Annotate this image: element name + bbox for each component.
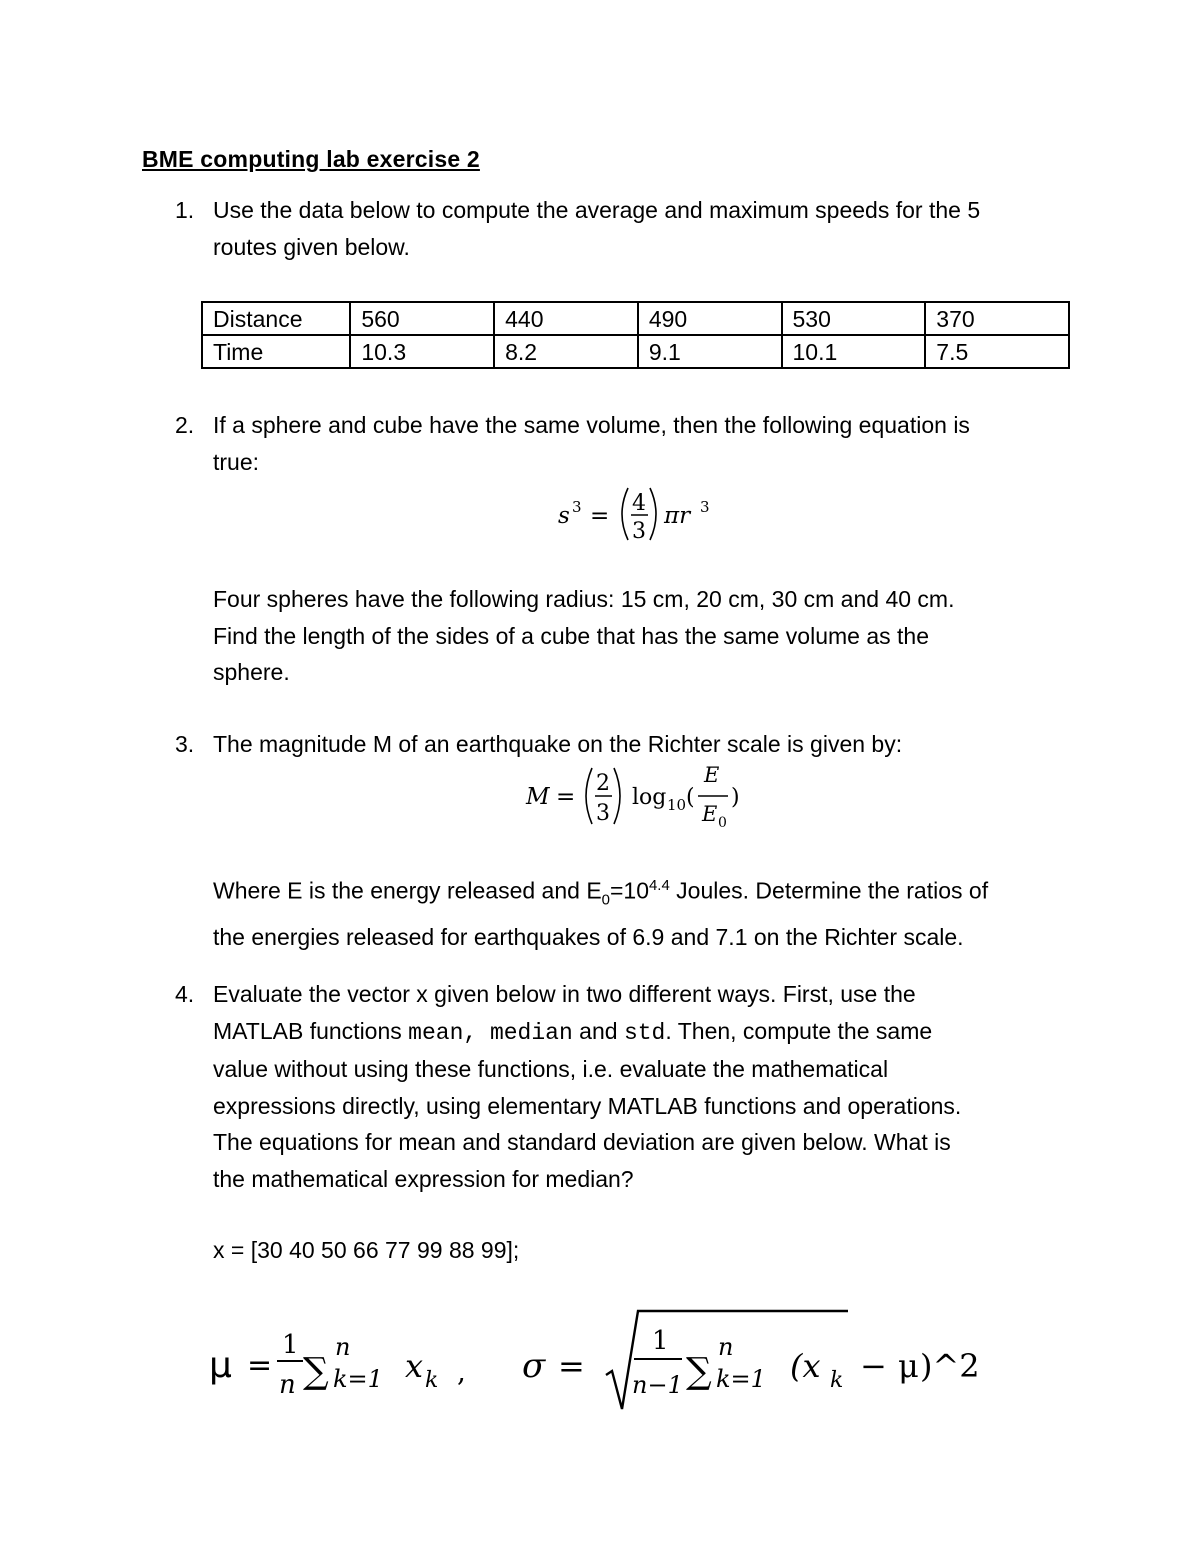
document-title: BME computing lab exercise 2 (142, 146, 480, 172)
std-equation (518, 1305, 998, 1415)
eq-s: s (558, 503, 570, 529)
right-paren (614, 768, 620, 824)
question-4-line-6: the mathematical expression for median? (213, 1165, 634, 1192)
eq-one: 1 (282, 1330, 299, 1360)
eq-sigma: ∑ (303, 1351, 329, 1392)
eq-mu: μ (898, 1347, 919, 1385)
eq-upper: n (335, 1333, 351, 1361)
table-row-time (202, 335, 1069, 368)
eq-sum: ∑ (686, 1351, 712, 1392)
eq-close-paren: ) (731, 785, 740, 810)
vector-definition: x = [30 40 50 66 77 99 88 99]; (213, 1237, 520, 1263)
table-cell: 7.5 (925, 335, 1069, 368)
eq-numerator: 2 (596, 771, 610, 796)
eq-upper: n (718, 1333, 734, 1361)
code-median: median (489, 1019, 573, 1046)
eq-r-exponent: 3 (700, 498, 710, 516)
richter-equation (520, 760, 760, 832)
eq-lower: k=1 (716, 1365, 766, 1393)
eq-E0: E (702, 802, 718, 826)
table-cell-label: Time (202, 335, 350, 368)
question-4 (175, 976, 1075, 1197)
question-4-line-5: The equations for mean and standard deviation are given below. What is (213, 1129, 951, 1155)
table-cell: 530 (782, 302, 926, 335)
eq-pi-r: πr (664, 503, 691, 529)
question-1-line-1: Use the data below to compute the average and maximum speeds for the 5 (213, 197, 981, 223)
left-paren (622, 488, 628, 540)
eq-s-exponent: 3 (572, 498, 582, 516)
question-2-para-line-2: Find the length of the sides of a cube that has the same volume as the (213, 622, 929, 649)
eq-n: n (279, 1370, 296, 1400)
eq-open-paren: ( (686, 785, 695, 810)
left-paren (586, 768, 592, 824)
question-3-line-1: The magnitude M of an earthquake on the Richter scale is given by: (213, 731, 903, 757)
eq-E: E (704, 763, 720, 787)
question-3-para-line-2: the energies released for earthquakes of 6.9 and 7.1 on the Richter scale. (213, 923, 964, 950)
question-2-number: 2. (175, 412, 195, 438)
eq-tail: )^2 (920, 1347, 980, 1385)
table-cell: 10.1 (782, 335, 926, 368)
question-4-line-1: Evaluate the vector x given below in two different ways. First, use the (213, 981, 916, 1007)
code-mean: mean, (408, 1019, 478, 1046)
question-1-number: 1. (175, 197, 195, 223)
question-4-line-3: value without using these functions, i.e. evaluate the mathematical (213, 1056, 889, 1082)
question-3-para-line-1: Where E is the energy released and $E_0=10^{4.4}$ Joules. Determine the ratios of (213, 877, 989, 909)
eq-n-minus-1: n−1 (632, 1371, 683, 1399)
eq-log: log (632, 785, 667, 810)
eq-mu: μ (209, 1345, 232, 1386)
question-4-line-4: expressions directly, using elementary MATLAB functions and operations. (213, 1092, 962, 1119)
eq-sigma-sym: σ (522, 1346, 546, 1386)
table-cell: 370 (925, 302, 1069, 335)
eq-equals: = (247, 1348, 273, 1383)
table-cell: 10.3 (350, 335, 494, 368)
eq-log-base: 10 (667, 796, 687, 814)
eq-lower: k=1 (333, 1365, 383, 1393)
eq-minus: − (860, 1347, 887, 1385)
question-3 (175, 726, 1075, 763)
code-std: std (623, 1019, 666, 1046)
question-2-line-2: true: (213, 448, 260, 475)
eq-equals: = (558, 1347, 585, 1385)
question-4-number: 4. (175, 981, 195, 1007)
question-4-line-2: MATLAB functions mean, median and std. Then, compute the same (213, 1017, 933, 1046)
eq-open-x: (x (790, 1347, 821, 1385)
eq-equals: = (556, 784, 576, 810)
question-3-paragraph (213, 868, 1093, 955)
sphere-cube-equation (550, 478, 730, 548)
question-2-para-line-1: Four spheres have the following radius: 15 cm, 20 cm, 30 cm and 40 cm. (213, 586, 955, 612)
question-1-line-2: routes given below. (213, 233, 410, 260)
eq-equals: = (590, 503, 610, 529)
question-2-line-1: If a sphere and cube have the same volume, then the following equation is (213, 412, 970, 438)
mean-equation (205, 1315, 485, 1415)
eq-x-sub: k (830, 1368, 844, 1393)
question-3-number: 3. (175, 731, 195, 757)
question-2-paragraph (213, 581, 1093, 691)
eq-one: 1 (652, 1326, 669, 1356)
table-cell: 8.2 (494, 335, 638, 368)
question-2-para-line-3: sphere. (213, 659, 290, 685)
eq-denominator: 3 (632, 519, 646, 544)
eq-x: x (405, 1347, 424, 1385)
table-cell: 440 (494, 302, 638, 335)
table-cell: 560 (350, 302, 494, 335)
eq-numerator: 4 (632, 491, 646, 516)
eq-x-sub: k (425, 1368, 439, 1393)
table-cell: 490 (638, 302, 782, 335)
eq-E0-sub: 0 (718, 815, 727, 831)
table-cell-label: Distance (202, 302, 350, 335)
question-1 (175, 192, 1075, 265)
right-paren (650, 488, 656, 540)
table-row-distance (202, 302, 1069, 335)
distance-time-table (201, 301, 1070, 369)
eq-comma: , (457, 1355, 466, 1388)
table-cell: 9.1 (638, 335, 782, 368)
question-2 (175, 407, 1075, 480)
eq-M: M (526, 784, 550, 810)
eq-denominator: 3 (596, 801, 610, 826)
